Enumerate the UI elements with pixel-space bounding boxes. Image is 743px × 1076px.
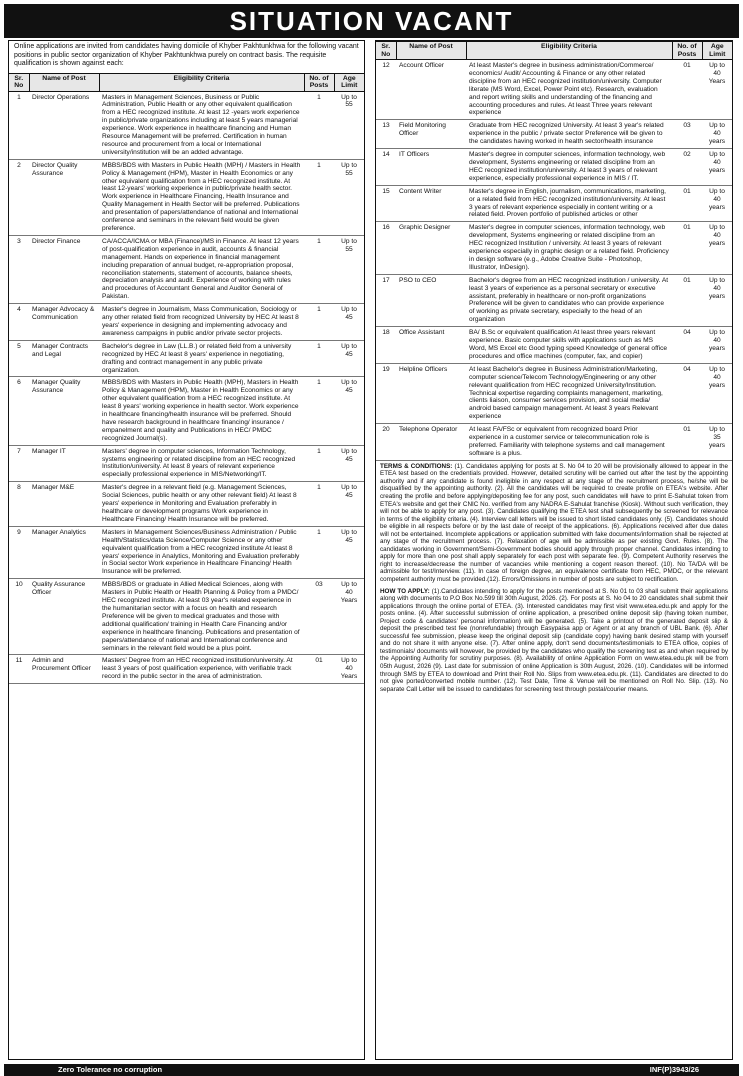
table-row [376, 60, 732, 120]
table-row [9, 655, 364, 684]
row-age: Up to 45 [334, 304, 364, 341]
how-to-apply-text: (1).Candidates intending to apply for the posts mentioned at S. No 01 to 03 shall submit their applications along with documents to P.O Box No.599 till 30th August, 2026. (2). For posts at S. No 04 to 20 candidates shall submit their applications through the online portal of ETEA. (3). Interested candidates may first visit www.etea.edu.pk and apply for the posts online. (4). After successful submission of online application, a prescribed online deposit slip (having token number, Project code & candidates' personal information) will be generated. (5). Take a printout of the generated deposit slip & deposit the prescribed test fee (nonrefundable) through Easypaisa app or Agent or at any branch of UBL Bank. (6). After successful fee submission, please keep the original deposit slip (candidate copy) having bank desired stamp with yourself and do not share it with anyone else. (7). After online apply, don't send documents/testimonials to ETEA office, copies of testimonials/ documents will however, be provided by the candidates who qualify the screening test as and when required by the Appointing Authority for scrutiny purposes. (8). Availability of online Application Form on www.etea.edu.pk will be from 05th August, 2026 (9). Last date for submission of online Application is 30th August, 2026. (10). Candidates will be informed through SMS by ETEA to download and Print their Roll No. Slips from www.etea.edu.pk. (11). Candidates are directed to do not give ported/converted mobile number. (12). Test Date, Time & Venue will be mentioned on Roll No. Slip. (13). No separate Call Letter will be issued to candidates for screening test through postal/courier means. [380, 587, 728, 693]
table-row [376, 424, 732, 461]
col-header-sr: Sr. No [9, 73, 29, 91]
table-row [376, 274, 732, 326]
row-post-name: Account Officer [396, 60, 466, 120]
row-sr: 14 [376, 149, 396, 186]
row-posts: 01 [672, 222, 702, 274]
footer-bar [4, 1064, 739, 1076]
table-row [376, 149, 732, 186]
table-row [9, 91, 364, 159]
row-sr: 15 [376, 185, 396, 222]
table-row [376, 363, 732, 423]
row-criteria: Bachelor's degree from an HEC recognized institution / university. At least 3 years of experience as a personal secretary or executive assistant, preferably in healthcare or non-profit organizations Preference will be given to candidates who can provide experience of working as private secretary, especially to the head of an organization [466, 274, 672, 326]
row-criteria: Masters' Degree from an HEC recognized institution/university. At least 3 years of post qualification experience, with verifiable track record in the public sector in the area of administration. [99, 655, 304, 684]
row-criteria: BA/ B.Sc or equivalent qualification At least three years relevant experience. Basic computer skills with applications such as MS Word, MS Excel etc Good typing speed Knowledge of general office procedures and office machines (computer, fax, and copier) [466, 327, 672, 364]
row-criteria: Masters in Management Sciences/Business Administration / Public Health/Statistics/data Science/Computer Science or any other equivalent qualification from a HEC recognized institute At least 8 years' experience in Analytics, Monitoring and Evaluation preferably in Social sector Work experience in Healthcare Financing/ Health Insurance will be preferred. [99, 526, 304, 578]
row-post-name: PSO to CEO [396, 274, 466, 326]
row-sr: 3 [9, 235, 29, 303]
row-age: Up to 45 [334, 526, 364, 578]
row-posts: 1 [304, 377, 334, 445]
table-row [9, 482, 364, 527]
row-post-name: Graphic Designer [396, 222, 466, 274]
row-age: Up to 45 [334, 445, 364, 482]
row-post-name: Telephone Operator [396, 424, 466, 461]
how-to-apply-heading: HOW TO APPLY: [380, 587, 430, 595]
row-sr: 10 [9, 579, 29, 655]
row-post-name: Director Finance [29, 235, 99, 303]
row-posts: 01 [672, 185, 702, 222]
row-sr: 5 [9, 340, 29, 377]
row-criteria: Bachelor's degree in Law (LL.B.) or related field from a university recognized by HEC At least 8 years' experience in negotiating, drafting and contract management in any public private organization. [99, 340, 304, 377]
row-post-name: Director Quality Assurance [29, 159, 99, 235]
row-posts: 02 [672, 149, 702, 186]
row-post-name: Manager Advocacy & Communication [29, 304, 99, 341]
row-post-name: Admin and Procurement Officer [29, 655, 99, 684]
row-age: Up to 40 years [702, 274, 732, 326]
row-age: Up to 45 [334, 482, 364, 527]
row-posts: 04 [672, 327, 702, 364]
row-sr: 8 [9, 482, 29, 527]
row-sr: 9 [9, 526, 29, 578]
how-to-apply-section [376, 586, 732, 696]
row-age: Up to 55 [334, 235, 364, 303]
col-header-name: Name of Post [29, 73, 99, 91]
row-posts: 01 [304, 655, 334, 684]
row-criteria: CA/ACCA/ICMA or MBA (Finance)/MS in Finance. At least 12 years of post-qualification experience in audit, accounts & financial management. Hands on experience in financial management including preparation of annual budget, re-appropriation proposal, reconciliation statements, statement of accounts, balance sheets, depreciation analysis and audit. Experience of working with rules and procedures of Accountant General and Auditor General of Pakistan. [99, 235, 304, 303]
row-posts: 04 [672, 363, 702, 423]
table-row [9, 235, 364, 303]
row-age: Up to 40 years [702, 185, 732, 222]
footer-slogan: Zero Tolerance no corruption [58, 1065, 163, 1074]
row-criteria: Graduate from HEC recognized University. At least 3 year's related experience in the public / private sector Preference will be given to the candidates having worked in health sector/health insurance [466, 120, 672, 149]
col-header-criteria: Eligibility Criteria [466, 42, 672, 60]
col-header-sr: Sr. No [376, 42, 396, 60]
table-row [9, 445, 364, 482]
row-criteria: At least FA/FSc or equivalent from recognized board Prior experience in a customer service or telecommunication role is preferred. Familiarity with telephone systems and call management software is a plus. [466, 424, 672, 461]
table-row [376, 222, 732, 274]
table-row [9, 340, 364, 377]
table-row [9, 159, 364, 235]
left-column [8, 40, 365, 1060]
table-row [376, 327, 732, 364]
row-posts: 01 [672, 424, 702, 461]
row-post-name: Office Assistant [396, 327, 466, 364]
row-post-name: Field Monitoring Officer [396, 120, 466, 149]
row-post-name: Quality Assurance Officer [29, 579, 99, 655]
row-age: Up to 45 [334, 377, 364, 445]
row-criteria: MBBS/BDS or graduate in Allied Medical Sciences, along with Masters in Public Health or Health Planning & Policy from a PMDC/ HEC recognized institute. At least 03 year's related experience in the humanitarian sector with a focus on health and research Preference will be given to medical graduates and those with additional qualification/ training in Health Care Financing and/or experience in healthcare financing. Publications and presentation of papers/attendance of national and International conference and seminars in the relevant field would be a plus point. [99, 579, 304, 655]
row-post-name: Content Writer [396, 185, 466, 222]
row-criteria: MBBS/BDS with Masters in Public Health (MPH), Masters in Health Policy & Management (HPM), Master in Health Economics or any other equivalent qualification from a HEC recognized institute. At least 8 years' working experience in health sector. Work experience in healthcare financing/health insurance will be preferred. Should have research background in healthcare financing/ insurance / empanelment and quality and Publications in HEC/ PMDC recognized Journal(s). [99, 377, 304, 445]
row-posts: 03 [672, 120, 702, 149]
row-posts: 1 [304, 482, 334, 527]
row-age: Up to 40 years [702, 363, 732, 423]
terms-heading: TERMS & CONDITIONS: [380, 462, 453, 470]
row-age: Up to 55 [334, 91, 364, 159]
table-row [9, 304, 364, 341]
col-header-posts: No. of Posts [304, 73, 334, 91]
row-criteria: Master's degree in English, journalism, communications, marketing, or a related field from HEC recognized institution/university. At least 3 years of relevant experience especially in content writing or a related field. Proven portfolio of published articles or other [466, 185, 672, 222]
vacancy-table-right [376, 41, 732, 461]
row-criteria: Master's degree in a relevant field (e.g. Management Sciences, Social Sciences, public health or any other relevant field) At least 8 years' experience in Monitoring and Evaluation preferably in healthcare or development programs Work experience in Healthcare Financing/ Health Insurance will be preferred. [99, 482, 304, 527]
terms-section [376, 461, 732, 586]
terms-text: (1). Candidates applying for posts at S. No 04 to 20 will be provisionally allowed to appear in the ETEA test based on the credentials provided. However, detailed scrutiny will be carried out after the test by the appointing authority and if any candidate is found ineligible in any respect at any stage of the recruitment process, he/she will be disqualified by the appointing authority. (2). All the candidates will be required to create profile on ETEA's website. After creating the profile and before applying/depositing fee for any post, such candidates will have to print E-Sahulat token from ETEA's website and get their CNIC No. verified from any NADRA E-Sahulat franchise (Kiosk). Without such verification, they will not be able to apply for any post. (3). Candidates qualifying the ETEA test shall subsequently be screened for relevance in terms of the eligibility criteria. (4). Interview call letters will be issued to short listed candidates only. (5). Candidates should be eligible in all respects before or by the last date of receipt of the applications. (6). Applications received after due dates will not be entertained. Incomplete applications or application submitted with fake documents/information shall be rejected at any stage of the recruitment process. (7). Relaxation of age will be admissible as per existing Govt. Rules. (8). The candidates working in Government/Semi-Government bodies should apply through proper channel. Candidates intending to apply for more than one post shall apply separately for each post with separate fee. (9). Competent Authority reserves the right to increase/decrease the number of vacancies while mentioning a cogent reason thereof. (10). No TA/DA will be admissible for test/Interview. (11). In case of foreign degree, an equivalence certificate from HEC, PMDC, or the relevant competent authority must be provided.(12). Errors/Omissions in number of posts are subject to rectification. [380, 462, 728, 583]
row-sr: 16 [376, 222, 396, 274]
col-header-name: Name of Post [396, 42, 466, 60]
row-posts: 1 [304, 445, 334, 482]
row-sr: 17 [376, 274, 396, 326]
table-row [9, 377, 364, 445]
row-age: Up to 40 years [702, 327, 732, 364]
row-post-name: Manager Analytics [29, 526, 99, 578]
row-age: Up to 40 Years [334, 579, 364, 655]
table-row [9, 526, 364, 578]
col-header-age: Age Limit [702, 42, 732, 60]
row-post-name: Manager IT [29, 445, 99, 482]
vacancy-table-left [9, 73, 364, 685]
row-criteria: Master's degree in computer sciences, information technology, web development, Systems engineering or related discipline from an HEC recognized Institution / university. At least 3 years of relevant experience especially in graphic design or a related field. Proficiency in design software (e.g., Adobe Creative Suite - Photoshop, Illustrator, InDesign). [466, 222, 672, 274]
row-sr: 6 [9, 377, 29, 445]
row-post-name: Manager M&E [29, 482, 99, 527]
row-post-name: Director Operations [29, 91, 99, 159]
row-sr: 4 [9, 304, 29, 341]
row-sr: 1 [9, 91, 29, 159]
row-posts: 1 [304, 235, 334, 303]
intro-text: Online applications are invited from candidates having domicile of Khyber Pakhtunkhwa for the following vacant positions in public sector organization of Khyber Pakhtunkhwa purely on contract basis. The requisite qualification is shown against each: [14, 43, 359, 67]
row-sr: 2 [9, 159, 29, 235]
right-column [375, 40, 733, 1060]
footer-ref-number: INF(P)3943/26 [649, 1065, 699, 1074]
row-criteria: At least Master's degree in business administration/Commerce/ economics/ Audit/ Accounting & Finance or any other related discipline from an HEC recognized institution/university. Computer literate (MS Word, Excel, Power Point etc). Research, evaluation and report writing skills and understanding of the financing and accounting procedures and rules. At least Three years relevant experience [466, 60, 672, 120]
row-age: Up to 40 Years [334, 655, 364, 684]
col-header-posts: No. of Posts [672, 42, 702, 60]
row-criteria: MBBS/BDS with Masters in Public Health (MPH) / Masters in Health Policy & Management (HPM), Master in Health Economics or any other equivalent qualification from a HEC recognized institute. At least 12-years' working experience in public/private health sector. Work experience in Healthcare Financing, Health Insurance and Quality Management in Health Sector will be preferred. Publications and presentation of papers/attendance of national and International conference and seminars in the relevant field would be given preference. [99, 159, 304, 235]
page-title: SITUATION VACANT [4, 4, 739, 38]
row-posts: 1 [304, 304, 334, 341]
col-header-criteria: Eligibility Criteria [99, 73, 304, 91]
row-posts: 01 [672, 274, 702, 326]
row-age: Up to 40 years [702, 120, 732, 149]
row-sr: 7 [9, 445, 29, 482]
row-age: Up to 40 years [702, 222, 732, 274]
row-posts: 1 [304, 159, 334, 235]
row-age: Up to 35 years [702, 424, 732, 461]
row-posts: 1 [304, 91, 334, 159]
row-post-name: Helpline Officers [396, 363, 466, 423]
row-criteria: Master's degree in Journalism, Mass Communication, Sociology or any other related field from recognized University by HEC At least 8 years' experience in designing and implementing advocacy and awareness campaigns in public and/or private sector projects. [99, 304, 304, 341]
table-row [376, 120, 732, 149]
table-row [9, 579, 364, 655]
row-age: Up to 40 years [702, 149, 732, 186]
col-header-age: Age Limit [334, 73, 364, 91]
row-age: Up to 40 Years [702, 60, 732, 120]
row-sr: 13 [376, 120, 396, 149]
row-age: Up to 55 [334, 159, 364, 235]
row-sr: 11 [9, 655, 29, 684]
row-sr: 18 [376, 327, 396, 364]
row-sr: 19 [376, 363, 396, 423]
row-posts: 1 [304, 340, 334, 377]
row-sr: 20 [376, 424, 396, 461]
row-post-name: IT Officers [396, 149, 466, 186]
row-age: Up to 45 [334, 340, 364, 377]
row-posts: 1 [304, 526, 334, 578]
row-sr: 12 [376, 60, 396, 120]
row-posts: 01 [672, 60, 702, 120]
row-posts: 03 [304, 579, 334, 655]
row-post-name: Manager Quality Assurance [29, 377, 99, 445]
row-post-name: Manager Contracts and Legal [29, 340, 99, 377]
row-criteria: Master's degree in computer sciences, information technology, web development, Systems engineering or related discipline from an HEC recognized institution/university. At least 3 years of relevant experience, especially professional experience in MIS / IT. [466, 149, 672, 186]
table-row [376, 185, 732, 222]
row-criteria: At least Bachelor's degree in Business Administration/Marketing, computer science/Telecom Technology/Engineering or any other relevant qualification from HEC recognized University/Institution. Technical expertise regarding complaints management, marketing, clients liaison, consumer services provision, and social media/ android based campaign management. At least 3 years Relevant experience [466, 363, 672, 423]
row-criteria: Masters' degree in computer sciences, Information Technology, systems engineering or related discipline from an HEC recognized Institution/university. At least 8 years of relevant experience especially professional experience in MIS/Networking/IT. [99, 445, 304, 482]
row-criteria: Masters in Management Sciences, Business or Public Administration, Public Health or any other equivalent qualification from a HEC recognized institute. At least 12 -years work experience in public/private organizations including at least 5 years managerial experience. Work experience in healthcare financing and Human Resource Management will be preferred. Certification in human resource and procurement from a local or International university/institution will be an added advantage. [99, 91, 304, 159]
